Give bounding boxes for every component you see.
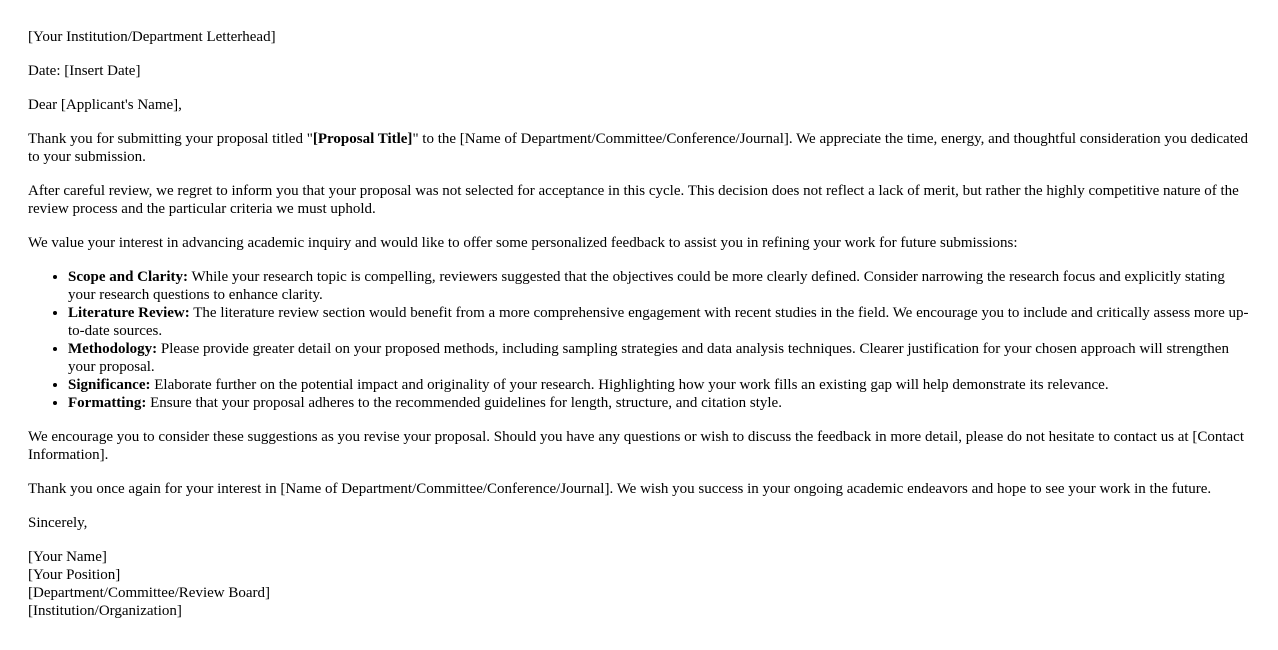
feedback-item-literature: [68, 304, 1250, 340]
feedback-list: [28, 268, 1250, 412]
signer-name: [Your Name]: [28, 549, 107, 565]
feedback-label: Formatting:: [68, 395, 147, 411]
letterhead: [Your Institution/Department Letterhead]: [28, 29, 276, 45]
feedback-text: Please provide greater detail on your proposed methods, including sampling strategies and data analysis techniques. Clearer justification for your chosen approach will strengthen your proposal.: [68, 341, 1229, 375]
signer-institution: [Institution/Organization]: [28, 603, 182, 619]
decision-paragraph: After careful review, we regret to inform you that your proposal was not selected for acceptance in this cycle. This decision does not reflect a lack of merit, but rather the highly competitive nature of the review process and the particular criteria we must uphold.: [28, 183, 1239, 217]
feedback-text: While your research topic is compelling, reviewers suggested that the objectives could be more clearly defined. Consider narrowing the research focus and explicitly stating your research questions to enhance clarity.: [68, 269, 1225, 303]
letter-body: [28, 28, 1250, 620]
feedback-text: Ensure that your proposal adheres to the recommended guidelines for length, structure, and citation style.: [146, 395, 782, 411]
feedback-label: Scope and Clarity:: [68, 269, 188, 285]
intro-text-end: " to the [Name of Department/Committee/Conference/Journal]. We appreciate the time, energy, and thoughtful consideration you dedicated to your submission.: [28, 131, 1249, 165]
feedback-text: Elaborate further on the potential impact and originality of your research. Highlighting how your work fills an existing gap will help demonstrate its relevance.: [150, 377, 1109, 393]
proposal-title: [Proposal Title]: [312, 131, 413, 147]
signature-block: [28, 514, 1250, 620]
feedback-label: Literature Review:: [68, 305, 190, 321]
feedback-item-scope: [68, 268, 1250, 304]
feedback-text: The literature review section would benefit from a more comprehensive engagement with recent studies in the field. We encourage you to include and critically assess more up-to-date sources.: [68, 305, 1249, 339]
encouragement-paragraph: We encourage you to consider these suggestions as you revise your proposal. Should you have any questions or wish to discuss the feedback in more detail, please do not hesitate to contact us at [Contact Information].: [28, 429, 1245, 463]
salutation: Dear [Applicant's Name],: [28, 97, 182, 113]
thanks-paragraph: Thank you once again for your interest in [Name of Department/Committee/Conference/Journal]. We wish you success in your ongoing academic endeavors and hope to see your work in the future.: [28, 481, 1212, 497]
feedback-item-methodology: [68, 340, 1250, 376]
feedback-label: Methodology:: [68, 341, 158, 357]
signer-department: [Department/Committee/Review Board]: [28, 585, 271, 601]
feedback-intro: We value your interest in advancing academic inquiry and would like to offer some personalized feedback to assist you in refining your work for future submissions:: [28, 235, 1018, 251]
intro-paragraph: [28, 130, 1250, 166]
feedback-item-formatting: [68, 394, 1250, 412]
feedback-label: Significance:: [68, 377, 151, 393]
closing: Sincerely,: [28, 515, 88, 531]
date-line: Date: [Insert Date]: [28, 63, 141, 79]
intro-text-start: Thank you for submitting your proposal titled ": [28, 131, 313, 147]
feedback-item-significance: [68, 376, 1250, 394]
signer-position: [Your Position]: [28, 567, 121, 583]
